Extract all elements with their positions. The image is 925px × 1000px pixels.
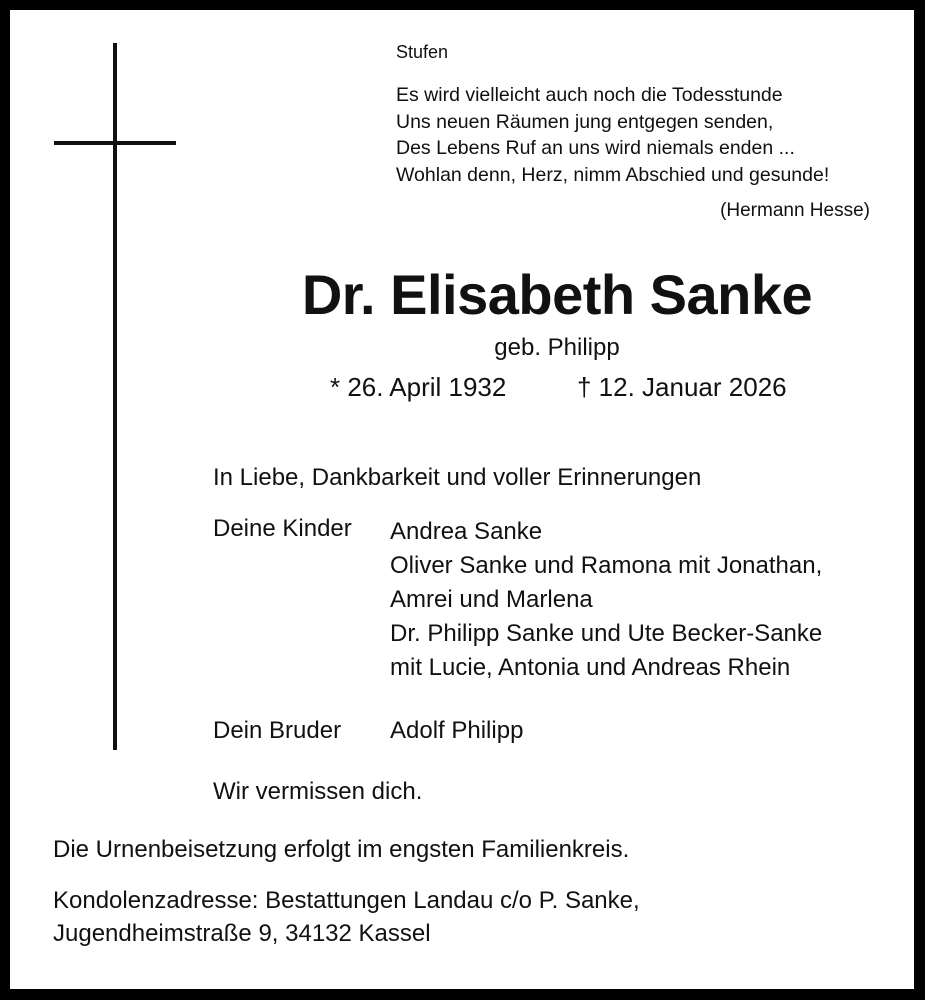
cross-vertical-bar <box>113 43 117 750</box>
brother-label: Dein Bruder <box>213 717 342 744</box>
closing-line: Wir vermissen dich. <box>213 778 423 805</box>
children-label: Deine Kinder <box>213 515 352 542</box>
born-name: geb. Philipp <box>494 334 620 361</box>
poem-text <box>396 82 829 188</box>
address-line: Jugendheimstraße 9, 34132 Kassel <box>53 920 431 947</box>
poem-line: Des Lebens Ruf an uns wird niemals enden ... <box>396 137 795 159</box>
mourners-intro: In Liebe, Dankbarkeit und voller Erinnerungen <box>213 464 702 491</box>
children-list <box>390 515 822 685</box>
cross-horizontal-bar <box>54 141 176 145</box>
poem-line: Wohlan denn, Herz, nimm Abschied und gesunde! <box>396 163 830 186</box>
poem-title: Stufen <box>396 42 449 62</box>
list-item: mit Lucie, Antonia und Andreas Rhein <box>390 654 791 681</box>
birth-date: * 26. April 1932 <box>330 372 507 402</box>
poem-line: Es wird vielleicht auch noch die Todesstunde <box>396 84 783 106</box>
poem-author: (Hermann Hesse) <box>720 200 870 221</box>
obituary-notice <box>10 10 914 989</box>
brother-name: Adolf Philipp <box>390 717 524 744</box>
death-date: † 12. Januar 2026 <box>577 372 787 402</box>
list-item: Oliver Sanke und Ramona mit Jonathan, <box>390 552 823 579</box>
deceased-name: Dr. Elisabeth Sanke <box>301 263 813 326</box>
address-line: Kondolenzadresse: Bestattungen Landau c/o P. Sanke, <box>53 887 640 914</box>
poem-line: Uns neuen Räumen jung entgegen senden, <box>396 110 774 133</box>
burial-notice: Die Urnenbeisetzung erfolgt im engsten Familienkreis. <box>53 836 630 863</box>
list-item: Dr. Philipp Sanke und Ute Becker-Sanke <box>390 620 823 647</box>
condolence-address <box>53 884 640 950</box>
list-item: Amrei und Marlena <box>390 586 593 613</box>
list-item: Andrea Sanke <box>390 518 543 545</box>
